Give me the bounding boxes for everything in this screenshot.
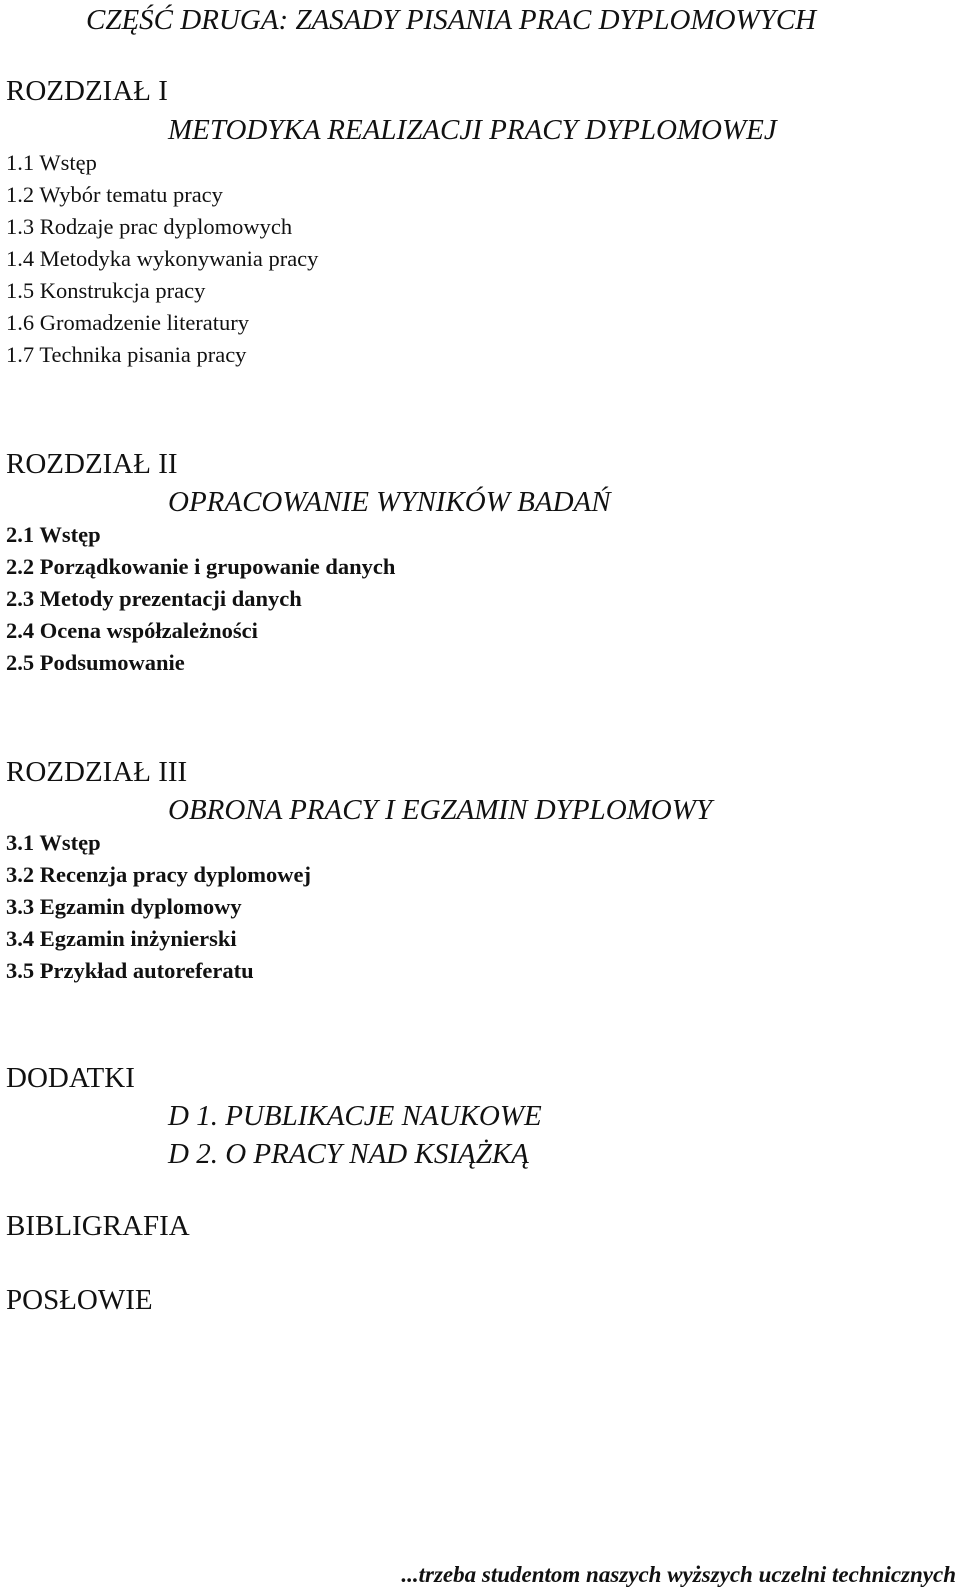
section-1-4: 1.4 Metodyka wykonywania pracy [6,246,319,271]
part-title: CZĘŚĆ DRUGA: ZASADY PISANIA PRAC DYPLOMOWYCH [86,4,817,36]
bibliography-heading: BIBLIGRAFIA [6,1210,190,1242]
chapter-1-label: ROZDZIAŁ I [6,75,168,107]
chapter-1-title: METODYKA REALIZACJI PRACY DYPLOMOWEJ [168,114,777,146]
section-3-3: 3.3 Egzamin dyplomowy [6,894,242,919]
chapter-3-label: ROZDZIAŁ III [6,756,188,788]
section-1-2: 1.2 Wybór tematu pracy [6,182,223,207]
chapter-2-label: ROZDZIAŁ II [6,448,178,480]
section-3-2: 3.2 Recenzja pracy dyplomowej [6,862,311,887]
afterword-heading: POSŁOWIE [6,1284,153,1316]
section-2-4: 2.4 Ocena współzależności [6,618,258,643]
section-2-2: 2.2 Porządkowanie i grupowanie danych [6,554,396,579]
section-2-5: 2.5 Podsumowanie [6,650,185,675]
appendices-label: DODATKI [6,1062,135,1094]
section-3-1: 3.1 Wstęp [6,830,101,855]
section-1-3: 1.3 Rodzaje prac dyplomowych [6,214,293,239]
section-2-3: 2.3 Metody prezentacji danych [6,586,302,611]
appendix-d2: D 2. O PRACY NAD KSIĄŻKĄ [168,1138,529,1170]
appendix-d1: D 1. PUBLIKACJE NAUKOWE [168,1100,542,1132]
chapter-2-title: OPRACOWANIE WYNIKÓW BADAŃ [168,486,611,518]
section-1-1: 1.1 Wstęp [6,150,97,175]
section-1-7: 1.7 Technika pisania pracy [6,342,247,367]
chapter-3-title: OBRONA PRACY I EGZAMIN DYPLOMOWY [168,794,713,826]
section-1-5: 1.5 Konstrukcja pracy [6,278,206,303]
footer-quote: ...trzeba studentom naszych wyższych uczelni technicznych [401,1562,956,1587]
section-3-4: 3.4 Egzamin inżynierski [6,926,237,951]
section-1-6: 1.6 Gromadzenie literatury [6,310,250,335]
section-2-1: 2.1 Wstęp [6,522,101,547]
section-3-5: 3.5 Przykład autoreferatu [6,958,254,983]
